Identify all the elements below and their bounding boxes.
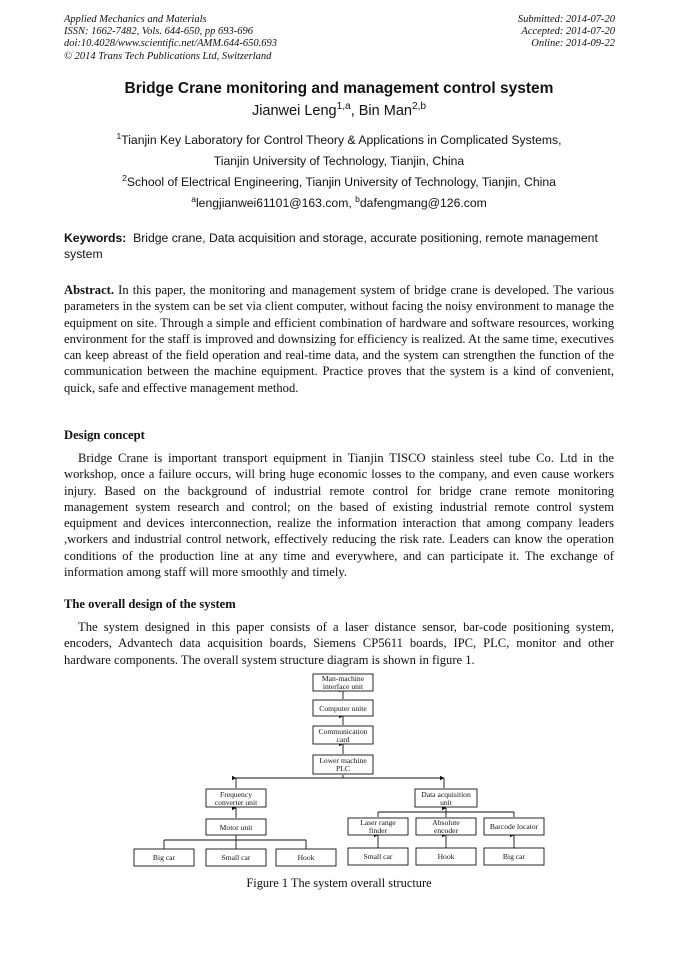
- email-b-sup: b: [355, 193, 360, 204]
- node-hook-2: [416, 848, 476, 865]
- node-small-car-1-label: Small car: [221, 853, 251, 862]
- node-freq-line1: Frequency: [219, 790, 253, 799]
- accepted-date: Accepted: 2014-07-20: [521, 26, 615, 38]
- authors: [0, 103, 678, 119]
- affiliation-1-sup: 1: [116, 130, 122, 141]
- keywords-label: Keywords:: [64, 231, 127, 245]
- node-hmi: [313, 674, 373, 691]
- node-freq-converter: [206, 789, 266, 807]
- system-structure-diagram: [130, 672, 550, 872]
- issn: ISSN: 1662-7482, Vols. 644-650, pp 693-696: [64, 26, 253, 38]
- node-motor-label: Motor unit: [219, 823, 253, 832]
- node-big-car-2: [484, 848, 544, 865]
- section-heading-overall-design: The overall design of the system: [64, 597, 236, 611]
- node-barcode-label: Barcode locator: [489, 822, 539, 831]
- online-date: Online: 2014-09-22: [531, 38, 615, 50]
- node-hmi-line2: interface unit: [322, 682, 364, 691]
- node-laser-line1: Laser range: [360, 818, 396, 827]
- submitted-date: Submitted: 2014-07-20: [517, 14, 615, 25]
- node-encoder-line2: encoder: [433, 826, 459, 835]
- node-big-car-1: [134, 849, 194, 866]
- node-hmi-line1: Man-machine: [321, 674, 365, 683]
- author-1: Jianwei Leng: [251, 103, 337, 119]
- abstract-text: In this paper, the monitoring and management system of bridge crane is developed. The various parameters in the system can be set via client computer, without facing the noisy environment to manage the equipment on site. Through a simple and efficient combination of hardware and software resources, working environment for the staff is improved and downsizing for efficiency is realized. At the same time, executives can keep abreast of the field operation and real-time data, and the system can strengthen the function of the communication between the machine equipment. Practice proves that the system is a kind of convenient, quick, safe and effective management method.: [64, 283, 615, 395]
- node-comm-line2: card: [336, 735, 350, 744]
- affiliation-1: [0, 130, 678, 147]
- node-computer: [313, 700, 373, 716]
- node-daq-line2: unit: [440, 798, 452, 807]
- node-motor: [206, 819, 266, 835]
- section-design-concept-text: Bridge Crane is important transport equipment in Tianjin TISCO stainless steel tube Co. Ltd in the workshop, once a failure occurs, will bring huge economic losses to the company, and even cause workers injury. Based on the background of industrial remote control for bridge crane remote monitoring management system research and control; on the based of existing industrial remote control system equipment and devices interconnection, realize the information interaction that among company leaders ,workers and industrial control network, effectively reducing the risk rate. Leaders can know the operation conditions of the production line at any time and everywhere, and can participate it. The exchange of information among staff will more smoothly and timely.: [64, 451, 614, 580]
- section-overall-design-text: The system designed in this paper consists of a laser distance sensor, bar-code positioning system, encoders, Advantech data acquisition boards, Siemens CP5611 boards, IPC, PLC, monitor and other hardware components. The overall system structure diagram is shown in figure 1.: [64, 620, 614, 667]
- node-freq-line2: converter unit: [214, 798, 258, 807]
- author-separator: ,: [350, 103, 359, 119]
- copyright: © 2014 Trans Tech Publications Ltd, Switzerland: [64, 50, 272, 62]
- figure-1-caption: Figure 1 The system overall structure: [246, 876, 432, 890]
- node-hook-1: [276, 849, 336, 866]
- keywords: [64, 230, 614, 262]
- affiliation-1-line2: Tianjin University of Technology, Tianjin, China: [213, 154, 465, 168]
- journal-header-left: [64, 14, 277, 63]
- node-plc: [313, 755, 373, 774]
- node-plc-line2: PLC: [336, 764, 350, 773]
- node-small-car-2: [348, 848, 408, 865]
- abstract-label: Abstract.: [64, 283, 115, 297]
- author-1-sup: 1,a: [336, 101, 351, 113]
- node-computer-label: Computer unite: [319, 704, 367, 713]
- node-plc-line1: Lower machine: [319, 756, 367, 765]
- node-laser: [348, 818, 408, 835]
- affiliation-2: [0, 172, 678, 189]
- section-heading-design-concept: Design concept: [64, 428, 145, 442]
- node-comm-card: [313, 726, 373, 744]
- journal-header-right: [518, 14, 615, 51]
- paper-title: Bridge Crane monitoring and management control system: [124, 80, 554, 97]
- abstract: [64, 282, 614, 396]
- affiliation-2-sup: 2: [122, 172, 127, 183]
- node-barcode: [484, 818, 544, 835]
- node-small-car-2-label: Small car: [363, 852, 393, 861]
- node-encoder: [416, 818, 476, 835]
- node-hook-1-label: Hook: [297, 853, 315, 862]
- author-emails: [0, 193, 678, 210]
- affiliation-2-text: School of Electrical Engineering, Tianjin University of Technology, Tianjin, China: [126, 175, 556, 189]
- email-a: lengjianwei61101@163.com,: [195, 196, 356, 210]
- node-big-car-1-label: Big car: [152, 853, 176, 862]
- node-hook-2-label: Hook: [437, 852, 455, 861]
- doi: doi:10.4028/www.scientific.net/AMM.644-650.693: [64, 38, 277, 50]
- node-daq: [415, 789, 477, 807]
- diagram-nodes: [134, 674, 544, 866]
- node-comm-line1: Communication: [318, 727, 368, 736]
- affiliation-1-line1: Tianjin Key Laboratory for Control Theory & Applications in Complicated Systems,: [121, 133, 562, 147]
- keywords-text: Bridge crane, Data acquisition and storage, accurate positioning, remote management system: [64, 231, 598, 261]
- email-a-sup: a: [191, 193, 196, 204]
- author-2: Bin Man: [358, 103, 412, 119]
- node-daq-line1: Data acquisition: [421, 790, 471, 799]
- node-laser-line2: finder: [368, 826, 388, 835]
- journal-name: Applied Mechanics and Materials: [64, 14, 207, 25]
- node-big-car-2-label: Big car: [502, 852, 526, 861]
- node-encoder-line1: Absolute: [432, 818, 460, 827]
- node-small-car-1: [206, 849, 266, 866]
- email-b: dafengmang@126.com: [359, 196, 487, 210]
- author-2-sup: 2,b: [411, 101, 427, 113]
